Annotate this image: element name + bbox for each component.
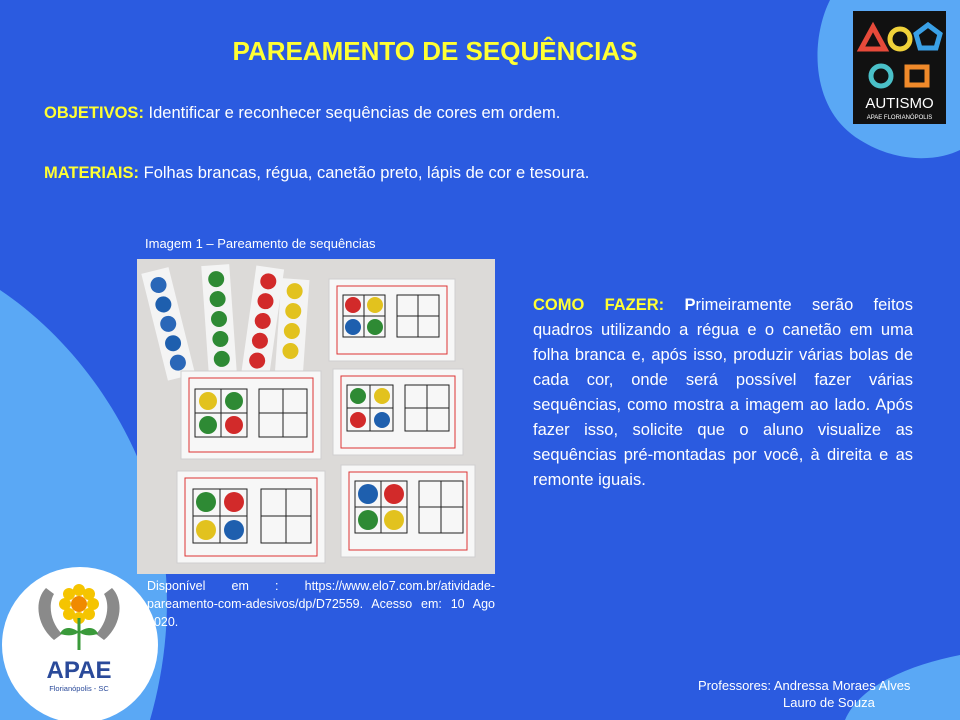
objetivos-line <box>44 104 560 123</box>
professores-line2: Lauro de Souza <box>783 695 875 710</box>
objetivos-text: Identificar e reconhecer sequências de cores em ordem. <box>148 104 561 122</box>
materiais-text: Folhas brancas, régua, canetão preto, lápis de cor e tesoura. <box>143 164 590 182</box>
materiais-label: MATERIAIS: <box>44 164 140 182</box>
autismo-logo-sub: APAE FLORIANÓPOLIS <box>866 115 933 121</box>
apae-logo-sub: Florianópolis - SC <box>49 684 109 693</box>
autismo-logo <box>853 11 946 124</box>
sequence-photo <box>137 259 495 574</box>
professores-line1: Professores: Andressa Moraes Alves <box>698 678 911 693</box>
apae-logo-name: APAE <box>46 657 112 684</box>
materiais-line <box>44 164 589 183</box>
como-fazer-text: rimeiramente serão feitos quadros utilizando a régua e o canetão em uma folha branca e, após isso, produzir várias bolas de cada cor, onde será possível fazer várias sequências, como mostra a imagem ao lado. Após fazer isso, solicite que o aluno visualize as sequências pré-montadas por você, à direita e as remonte iguais. <box>533 296 913 489</box>
como-fazer-paragraph <box>533 293 913 493</box>
como-fazer-first-letter: P <box>684 296 696 314</box>
apae-logo <box>24 570 134 710</box>
objetivos-label: OBJETIVOS: <box>44 104 144 122</box>
figure-caption: Imagem 1 – Pareamento de sequências <box>145 236 376 251</box>
figure-source: Disponível em : https://www.elo7.com.br/atividade-pareamento-com-adesivos/dp/D72559. Acesso em: 10 Ago 2020. <box>147 579 495 629</box>
como-fazer-label: COMO FAZER: <box>533 296 665 314</box>
autismo-logo-name: AUTISMO <box>865 95 934 112</box>
page-title: PAREAMENTO DE SEQUÊNCIAS <box>232 36 638 66</box>
